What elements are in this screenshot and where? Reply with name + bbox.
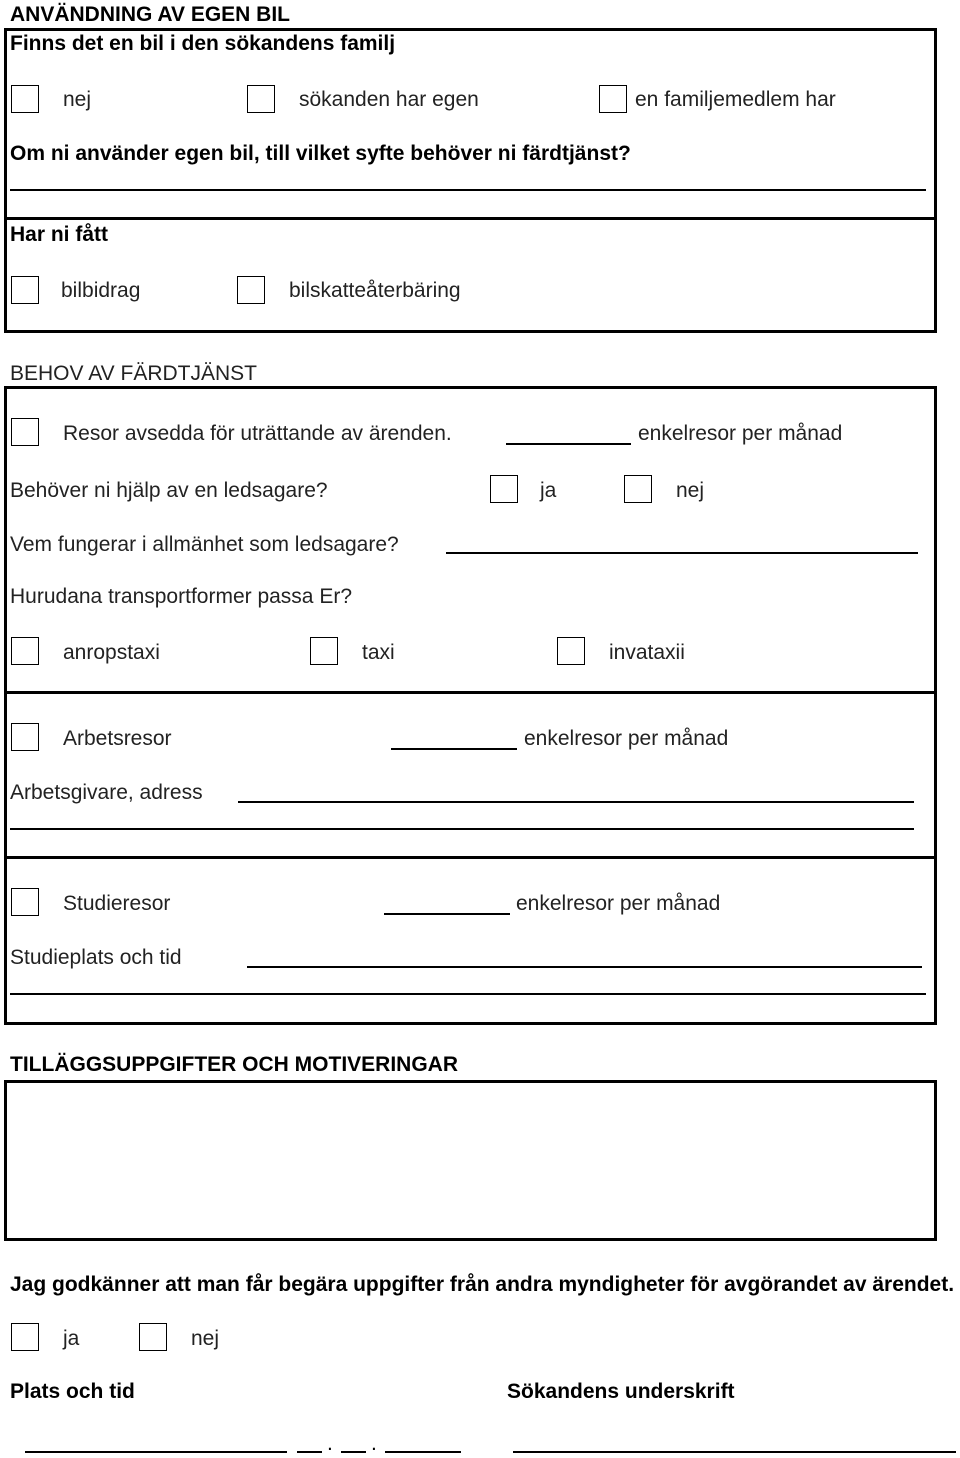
date-separator: . xyxy=(371,1432,377,1455)
date-day-input-line[interactable] xyxy=(297,1451,322,1453)
consent-no-label: nej xyxy=(191,1327,220,1350)
option-label-car-none: nej xyxy=(63,88,92,111)
checkbox-bilbidrag[interactable] xyxy=(11,276,39,304)
section-heading-car: ANVÄNDNING AV EGEN BIL xyxy=(10,3,291,26)
transport-label-taxi: taxi xyxy=(362,641,395,664)
work-trips-input-line[interactable] xyxy=(391,748,517,750)
divider xyxy=(4,217,937,220)
divider xyxy=(4,691,937,694)
option-label-bilbidrag: bilbidrag xyxy=(61,279,141,302)
purpose-question: Om ni använder egen bil, till vilket syfte behöver ni färdtjänst? xyxy=(10,142,631,165)
signature-input-line[interactable] xyxy=(513,1451,956,1453)
errands-trips-label: enkelresor per månad xyxy=(638,422,843,445)
option-label-car-family: en familjemedlem har xyxy=(635,88,836,111)
employer-label: Arbetsgivare, adress xyxy=(10,781,203,804)
car-question: Finns det en bil i den sökandens familj xyxy=(10,32,396,55)
checkbox-car-family[interactable] xyxy=(599,85,627,113)
checkbox-invataxi[interactable] xyxy=(557,637,585,665)
escort-yes-label: ja xyxy=(540,479,557,502)
study-trips-input-line[interactable] xyxy=(384,913,510,915)
consent-text: Jag godkänner att man får begära uppgifter från andra myndigheter för avgörandet av ärendet. xyxy=(10,1273,955,1296)
consent-yes-label: ja xyxy=(63,1327,80,1350)
checkbox-car-none[interactable] xyxy=(11,85,39,113)
escort-question: Behöver ni hjälp av en ledsagare? xyxy=(10,479,328,502)
checkbox-study-trips[interactable] xyxy=(11,888,39,916)
place-time-label: Plats och tid xyxy=(10,1380,135,1403)
escort-who-label: Vem fungerar i allmänhet som ledsagare? xyxy=(10,533,399,556)
employer-input-line-1[interactable] xyxy=(238,801,914,803)
signature-label: Sökandens underskrift xyxy=(507,1380,735,1403)
place-input-line[interactable] xyxy=(25,1451,287,1453)
checkbox-work-trips[interactable] xyxy=(11,723,39,751)
section-heading-extra: TILLÄGGSUPPGIFTER OCH MOTIVERINGAR xyxy=(10,1053,459,1076)
transport-label-invataxi: invataxii xyxy=(609,641,685,664)
date-separator: . xyxy=(327,1432,333,1455)
checkbox-consent-no[interactable] xyxy=(139,1323,167,1351)
study-place-input-line-2[interactable] xyxy=(10,993,926,995)
option-label-car-own: sökanden har egen xyxy=(299,88,479,111)
extra-info-textarea[interactable] xyxy=(4,1080,937,1241)
transport-label-anropstaxi: anropstaxi xyxy=(63,641,160,664)
checkbox-errands[interactable] xyxy=(11,418,39,446)
divider xyxy=(4,856,937,859)
escort-who-input-line[interactable] xyxy=(446,552,918,554)
option-label-bilskatteaterbaring: bilskatteåterbäring xyxy=(289,279,461,302)
checkbox-escort-no[interactable] xyxy=(624,475,652,503)
study-trips-per-month-label: enkelresor per månad xyxy=(516,892,721,915)
received-question: Har ni fått xyxy=(10,223,109,246)
purpose-answer-line[interactable] xyxy=(10,189,926,191)
study-place-input-line-1[interactable] xyxy=(247,966,922,968)
employer-input-line-2[interactable] xyxy=(10,828,914,830)
checkbox-consent-yes[interactable] xyxy=(11,1323,39,1351)
transport-question: Hurudana transportformer passa Er? xyxy=(10,585,352,608)
work-trips-label: Arbetsresor xyxy=(63,727,172,750)
car-section-box xyxy=(4,28,937,333)
section-heading-need: BEHOV AV FÄRDTJÄNST xyxy=(10,362,257,385)
errands-trips-input-line[interactable] xyxy=(506,443,631,445)
checkbox-anropstaxi[interactable] xyxy=(11,637,39,665)
study-trips-label: Studieresor xyxy=(63,892,171,915)
study-place-label: Studieplats och tid xyxy=(10,946,182,969)
checkbox-car-own[interactable] xyxy=(247,85,275,113)
date-month-input-line[interactable] xyxy=(341,1451,366,1453)
errands-label: Resor avsedda för uträttande av ärenden. xyxy=(63,422,452,445)
checkbox-bilskatteaterbaring[interactable] xyxy=(237,276,265,304)
escort-no-label: nej xyxy=(676,479,705,502)
checkbox-escort-yes[interactable] xyxy=(490,475,518,503)
checkbox-taxi[interactable] xyxy=(310,637,338,665)
work-trips-per-month-label: enkelresor per månad xyxy=(524,727,729,750)
date-year-input-line[interactable] xyxy=(385,1451,461,1453)
